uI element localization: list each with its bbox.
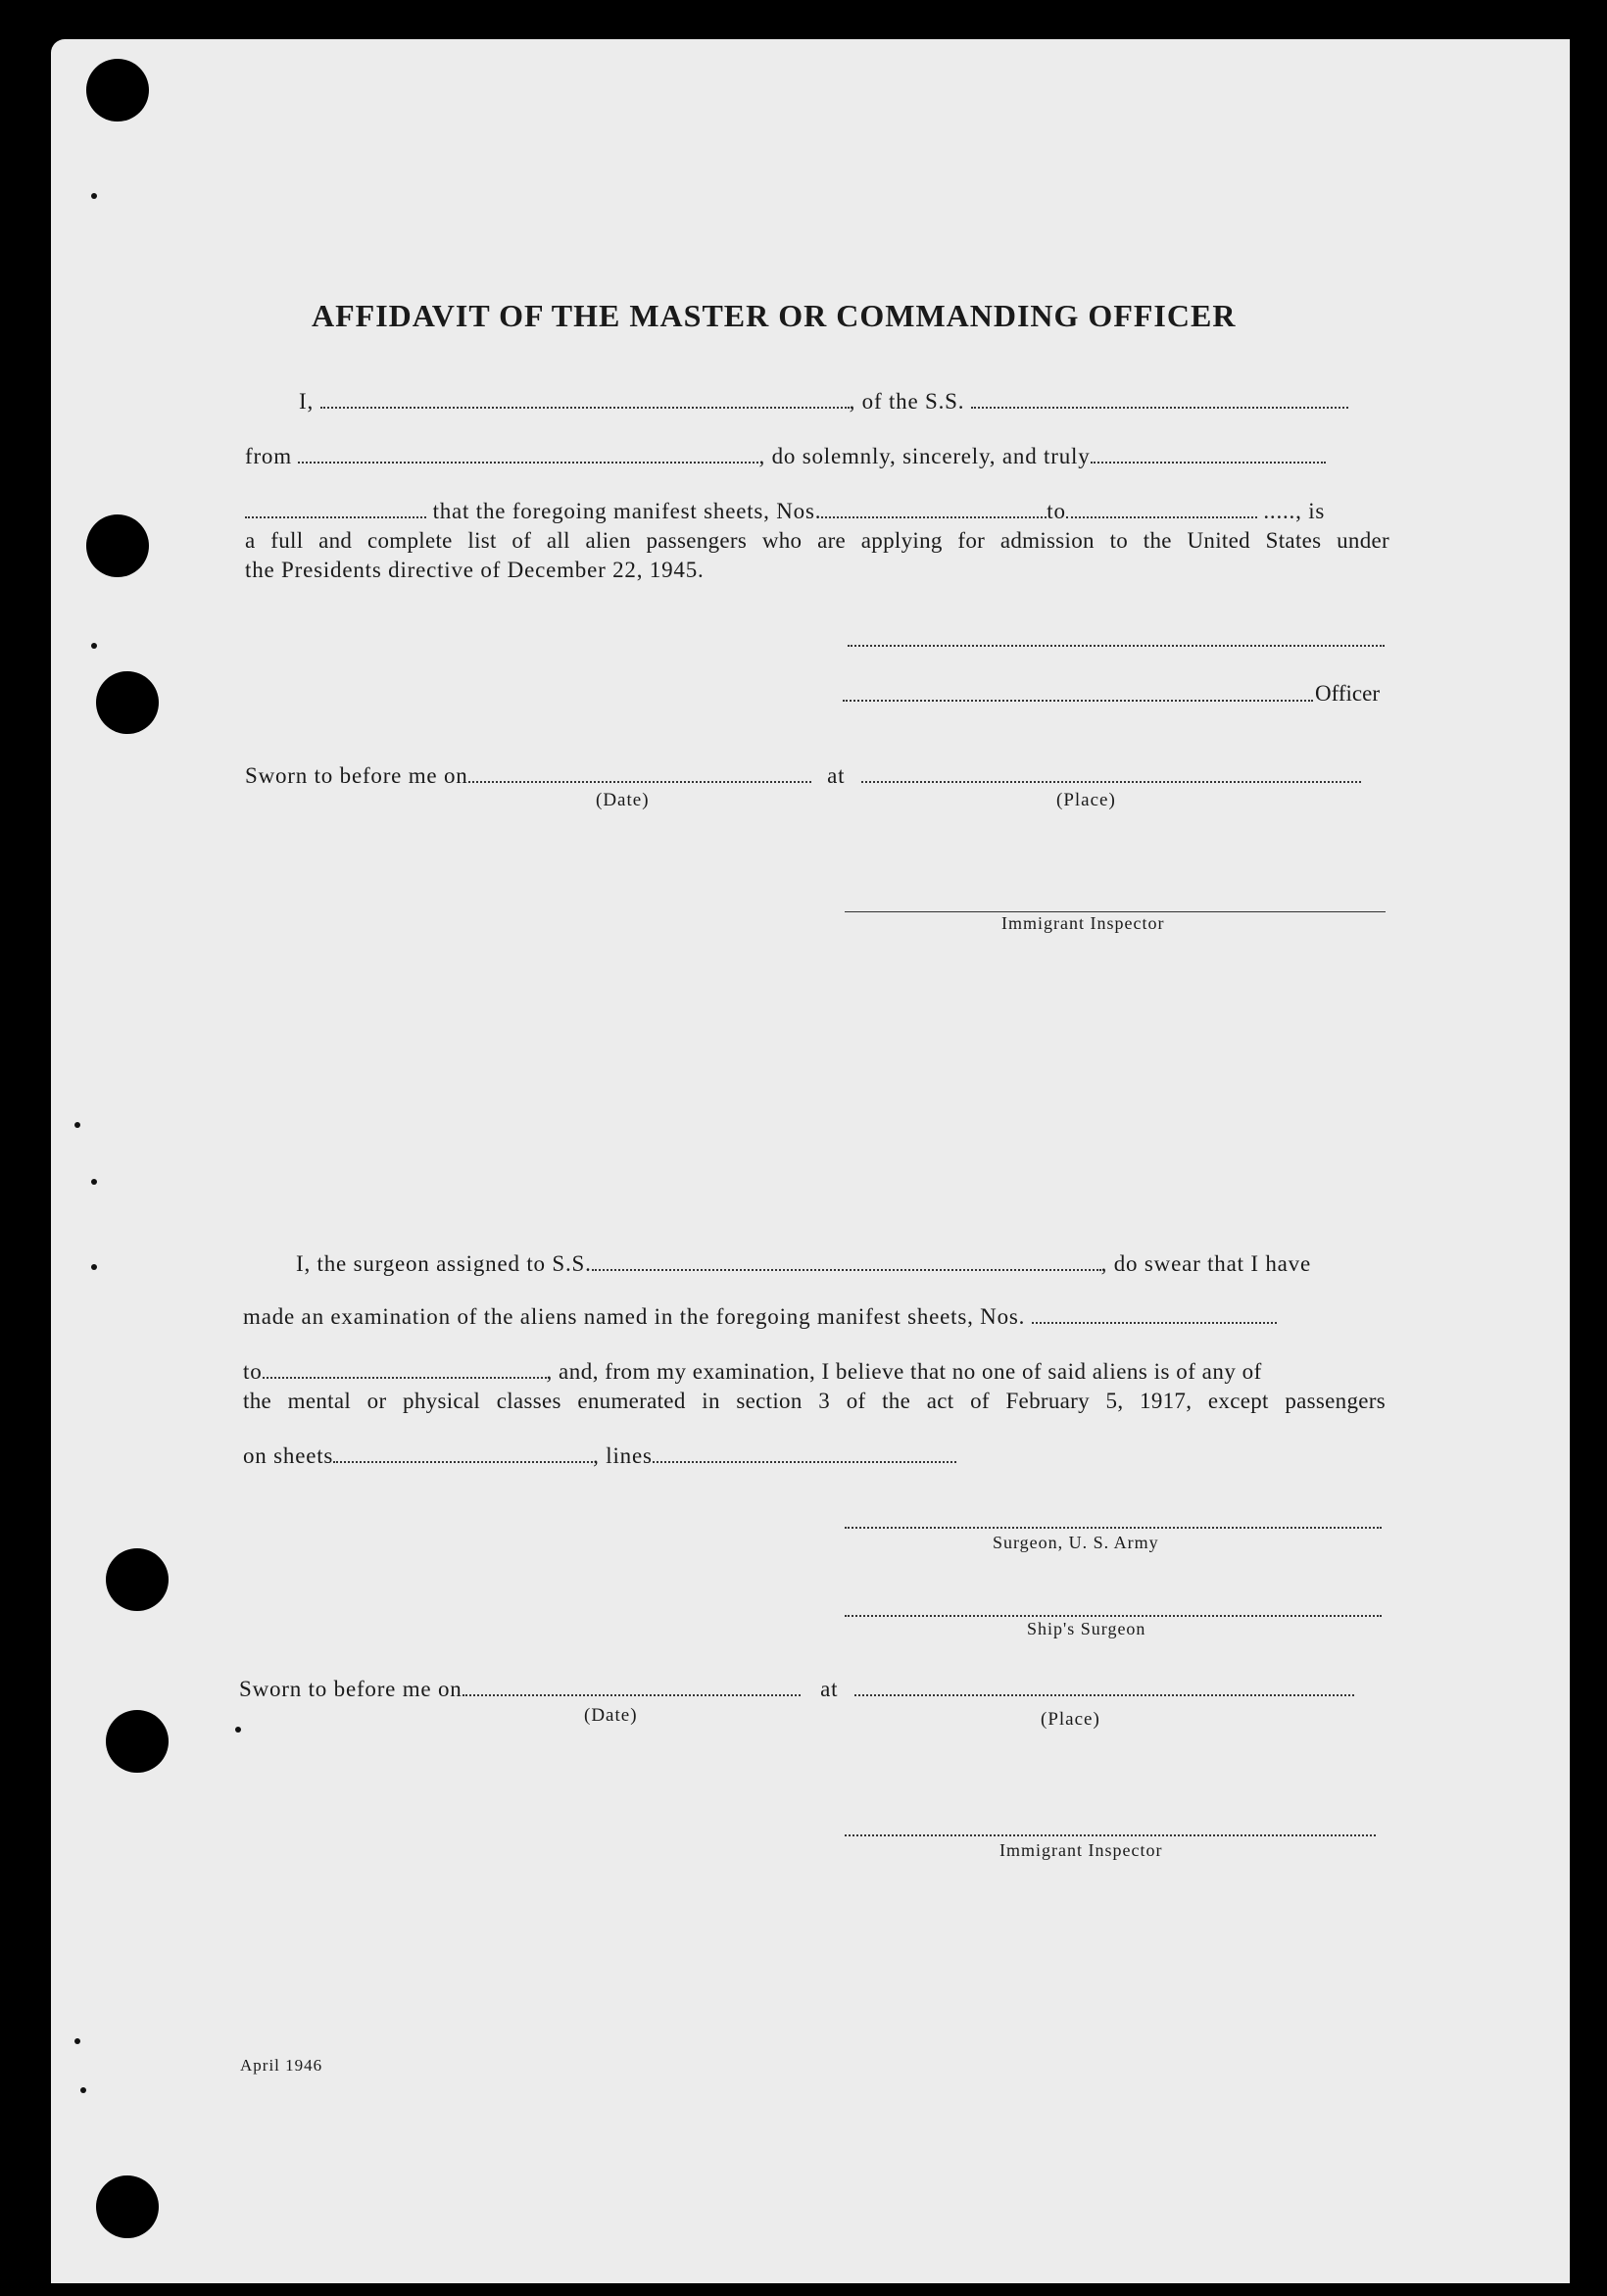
punch-hole: [86, 59, 149, 122]
punch-hole: [86, 514, 149, 577]
officer-label: Officer: [1315, 681, 1380, 706]
surgeon-line-1-start: I, the surgeon assigned to S.S.: [296, 1251, 592, 1276]
surgeon-line-4: the mental or physical classes enumerated in section 3 of the act of February 5, 1917, except passengers: [243, 1389, 1386, 1413]
surgeon-line-1-end: , do swear that I have: [1100, 1251, 1311, 1276]
master-line-4: a full and complete list of all alien passengers who are applying for admission to the United States under: [245, 528, 1389, 553]
surgeon-inspector-caption: Immigrant Inspector: [999, 1840, 1163, 1860]
surgeon-ship-field[interactable]: [592, 1251, 1101, 1271]
speck: [91, 193, 97, 199]
master-date-caption: (Date): [596, 790, 650, 810]
master-place-caption: (Place): [1056, 790, 1116, 810]
master-sworn-line: [245, 762, 1361, 790]
surgeon-line-5: [243, 1442, 956, 1470]
master-line-3-is: ....., is: [1263, 499, 1326, 523]
speck: [91, 643, 97, 649]
master-line-3-to: to: [1047, 499, 1066, 523]
master-line-3-sheets: that the foregoing manifest sheets, Nos.: [432, 499, 822, 523]
master-line-3: [245, 498, 1325, 525]
surgeon-line-2-text: made an examination of the aliens named in the foregoing manifest sheets, Nos.: [243, 1304, 1026, 1329]
ship-surgeon-caption: Ship's Surgeon: [1027, 1619, 1146, 1638]
document-page: [51, 39, 1570, 2283]
master-inspector-signature-line[interactable]: [845, 909, 1386, 912]
punch-hole: [96, 671, 159, 734]
oath-field[interactable]: [1091, 444, 1326, 464]
master-line-1-ss: , of the S.S.: [849, 389, 965, 414]
surgeon-line-5-sheets: on sheets: [243, 1443, 334, 1468]
surgeon-sheets-to-field[interactable]: [263, 1359, 547, 1379]
speck: [91, 1264, 97, 1270]
master-inspector-caption: Immigrant Inspector: [1001, 913, 1165, 933]
surgeon-sworn-label: Sworn to before me on: [239, 1677, 463, 1701]
surgeon-except-lines-field[interactable]: [653, 1443, 956, 1463]
master-signature-line[interactable]: [848, 643, 1385, 647]
punch-hole: [106, 1710, 169, 1773]
surgeon-sworn-date-field[interactable]: [463, 1677, 801, 1696]
punch-hole: [96, 2175, 159, 2238]
surgeon-sworn-at: at: [820, 1677, 839, 1701]
speck: [74, 1122, 80, 1128]
sheets-to-field[interactable]: [1066, 499, 1257, 518]
surgeon-line-5-lines: , lines: [593, 1443, 653, 1468]
master-name-field[interactable]: [320, 389, 850, 409]
form-date: April 1946: [240, 2056, 323, 2075]
surgeon-line-3-to: to: [243, 1359, 263, 1384]
punch-hole: [106, 1548, 169, 1611]
speck: [91, 1179, 97, 1185]
master-line-2: [245, 443, 1326, 470]
surgeon-line-1: [296, 1250, 1311, 1278]
ship-surgeon-signature-line[interactable]: [845, 1613, 1382, 1617]
master-line-1-start: I,: [299, 389, 315, 414]
master-sworn-date-field[interactable]: [468, 763, 811, 783]
army-surgeon-signature-line[interactable]: [845, 1525, 1382, 1529]
surgeon-line-3-text: , and, from my examination, I believe that no one of said aliens is of any of: [546, 1359, 1262, 1384]
master-sworn-label: Sworn to before me on: [245, 763, 468, 788]
master-line-2-swear: , do solemnly, sincerely, and truly: [758, 444, 1091, 468]
surgeon-inspector-signature-line[interactable]: [845, 1832, 1376, 1836]
ship-name-field[interactable]: [971, 389, 1348, 409]
officer-signature-line[interactable]: [843, 698, 1313, 702]
master-sworn-at: at: [827, 763, 846, 788]
speck: [74, 2038, 80, 2044]
document-title: AFFIDAVIT OF THE MASTER OR COMMANDING OFFICER: [312, 298, 1237, 333]
oath-continue-field[interactable]: [245, 499, 426, 518]
master-line-5: the Presidents directive of December 22, 1945.: [245, 558, 705, 582]
port-from-field[interactable]: [298, 444, 758, 464]
surgeon-date-caption: (Date): [584, 1705, 638, 1726]
speck: [235, 1727, 241, 1733]
surgeon-sworn-place-field[interactable]: [854, 1677, 1354, 1696]
surgeon-sworn-line: [239, 1676, 1354, 1703]
speck: [80, 2087, 86, 2093]
surgeon-line-2: [243, 1303, 1277, 1331]
army-surgeon-caption: Surgeon, U. S. Army: [993, 1533, 1159, 1552]
surgeon-line-3: [243, 1358, 1262, 1386]
master-line-2-from: from: [245, 444, 292, 468]
surgeon-place-caption: (Place): [1041, 1709, 1100, 1730]
surgeon-sheets-from-field[interactable]: [1032, 1304, 1277, 1324]
sheets-from-field[interactable]: [821, 499, 1047, 518]
surgeon-except-sheets-field[interactable]: [333, 1443, 593, 1463]
master-line-1: [299, 388, 1348, 415]
master-sworn-place-field[interactable]: [861, 763, 1361, 783]
